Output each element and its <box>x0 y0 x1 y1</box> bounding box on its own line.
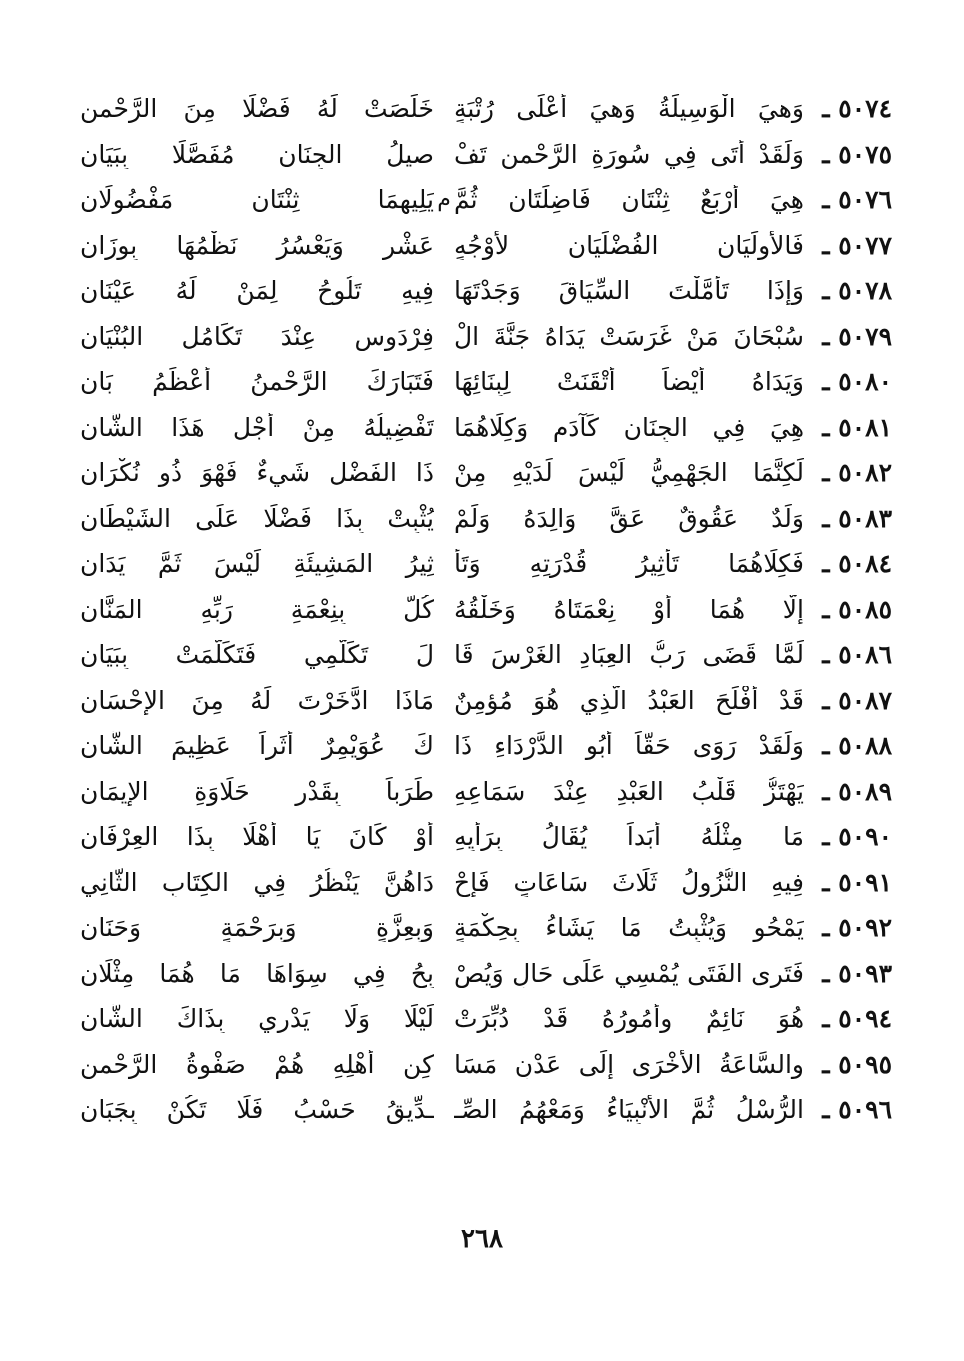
verse-number: ٥٠٨٨ ـ <box>822 731 892 761</box>
verse-first-hemistich: فِيهِ النُّزُولُ ثَلَاثَ سَاعَاتٍ فَإِحْ <box>454 867 804 897</box>
verse-second-hemistich: ذَا الفَضْلِ شَيءٌ فَهْوَ ذُو نُكْرَانِ <box>80 458 434 488</box>
verse-first-hemistich: وَهيَ الْوَسِيلَةُ وَهيَ أَعْلَى رُتْبَةٍ <box>454 94 804 124</box>
verse-number: ٥٠٨٢ ـ <box>822 458 892 488</box>
verse-second-hemistich: يُثْبِتْ بِذَا فَضْلًا عَلَى الشَيْطَانِ <box>80 503 434 533</box>
verse-second-hemistich: وَبِعِزَّةٍ وَبِرَحْمَةٍ وَحَنَانِ <box>80 913 434 943</box>
verse-second-hemistich: طَرَباً بِقَدْرِ حَلَاوَةِ الإِيمَانِ <box>80 776 434 806</box>
verse-number: ٥٠٧٧ ـ <box>822 230 892 260</box>
verse-first-hemistich: الرُّسْلُ ثُمَّ الأَنْبِيَاءُ وَمَعْهُمُ الصِّـ <box>454 1095 804 1125</box>
verse-list <box>80 86 892 1133</box>
verse-second-hemistich: لَيْلًا وَلَا يَدْرِي بِذَاكَ الشَّانِ <box>80 1004 434 1034</box>
verse-second-hemistich: أَوْ كَانَ يَا أَهْلًا بِذَا العِرْفَانِ <box>80 822 434 852</box>
verse-first-hemistich: هِيَ فِي الجِنَانِ كَآدَمٍ وَكِلَاهُمَا <box>454 412 804 442</box>
verse-first-hemistich: وَلَدٌ عَقُوقٌ عَقَّ وَالِدَهُ وَلَمْ <box>454 503 804 533</box>
verse-row <box>80 723 892 769</box>
verse-second-hemistich: عَشْرٍ وَيَعْسُرُ نَظْمُهَا بِوزَانِ <box>80 230 434 260</box>
verse-first-hemistich: لَمَّا قَضَى رَبُّ العِبَادِ الغَرْسَ قَا <box>454 640 804 670</box>
verse-number: ٥٠٨٧ ـ <box>822 685 892 715</box>
page-number: ٢٦٨ <box>461 1224 503 1254</box>
verse-second-hemistich: ثِيرُ المَشِيئَةِ لَيْسَ ثَمَّ يَدَانِ <box>80 549 434 579</box>
verse-row <box>80 450 892 496</box>
verse-second-hemistich: مَاذَا ادَّخَرْتَ لَهُ مِنَ الإِحْسَانِ <box>80 685 434 715</box>
verse-number: ٥٠٩٢ ـ <box>822 913 892 943</box>
verse-second-hemistich: يَلِيهِمَا ثِنْتَانِ مَفْضُولَانِ <box>80 185 434 215</box>
verse-number: ٥٠٩٣ ـ <box>822 958 892 988</box>
verse-number: ٥٠٩٤ ـ <box>822 1004 892 1034</box>
verse-second-hemistich: كَ عُوَيْمِرٌ أَثَراً عَظِيمَ الشَّانِ <box>80 731 434 761</box>
verse-first-hemistich: لَكِنَّمَا الجَهْمِيُّ لَيْسَ لَدَيْهِ مِنْ <box>454 458 804 488</box>
verse-first-hemistich: يَمْحُو وَيُثْبِتُ مَا يَشَاءُ بِحِكْمَةٍ <box>454 913 804 943</box>
verse-row <box>80 814 892 860</box>
verse-row <box>80 177 892 223</box>
verse-second-hemistich: صيلُ الجِنَانِ مُفَصَّلًا بِبَيَانِ <box>80 139 434 169</box>
verse-number: ٥٠٩١ ـ <box>822 867 892 897</box>
verse-number: ٥٠٩٥ ـ <box>822 1049 892 1079</box>
verse-first-hemistich: يَهْتَزُّ قَلْبُ العَبْدِ عِنْدَ سَمَاعِهِ <box>454 776 804 806</box>
verse-number: ٥٠٨٠ ـ <box>822 367 892 397</box>
verse-second-hemistich: دَاهُنَّ يَنْظُرُ فِي الكِتَابِ الثَّانِي <box>80 867 434 897</box>
verse-second-hemistich: بِحُ فِي سِوَاهَا مَا هُمَا مِثْلَانِ <box>80 958 434 988</box>
verse-number: ٥٠٩٠ ـ <box>822 822 892 852</box>
verse-first-hemistich: وَلَقَدْ أَتَى فِي سُورَةِ الرَّحْمنِ تَفْ <box>454 139 804 169</box>
verse-row <box>80 268 892 314</box>
verse-row <box>80 496 892 542</box>
verse-first-hemistich: وَإِذَا تَأَمَّلْتَ السِّيَاقَ وَجَدْتَهَا <box>454 276 804 306</box>
verse-number: ٥٠٧٥ ـ <box>822 139 892 169</box>
verse-first-hemistich: وَيَدَاهُ أَيْضاً أَتْقَنَتْ لِبِنَائِهَا <box>454 367 804 397</box>
verse-number: ٥٠٨٣ ـ <box>822 503 892 533</box>
verse-second-hemistich: فِيهِ تَلُوحُ لِمَنْ لَهُ عَيْنَانِ <box>80 276 434 306</box>
verse-second-hemistich: فِرْدَوسِ عِنْدَ تَكَامُلِ البُنْيَانِ <box>80 321 434 351</box>
verse-marker: م <box>437 187 451 213</box>
verse-second-hemistich: ـدِّيقُ حَسْبُ فَلَا تَكُنْ بِجَبَانِ <box>80 1095 434 1125</box>
verse-row <box>80 223 892 269</box>
verse-row <box>80 951 892 997</box>
verse-row <box>80 996 892 1042</box>
verse-first-hemistich: هُوَ نَائِمٌ وأُمُورُهُ قَدْ دُبِّرَتْ <box>454 1004 804 1034</box>
verse-number: ٥٠٨٦ ـ <box>822 640 892 670</box>
verse-number: ٥٠٨٤ ـ <box>822 549 892 579</box>
verse-number: ٥٠٧٩ ـ <box>822 321 892 351</box>
verse-second-hemistich: تَفْضِيلُهُ مِنْ أَجْلِ هَذَا الشَّانِ <box>80 412 434 442</box>
verse-first-hemistich: والسَّاعَةُ الأُخْرَى إِلَى عَدْنٍ مَسَا <box>454 1049 804 1079</box>
verse-row <box>80 359 892 405</box>
verse-row <box>80 1042 892 1088</box>
verse-second-hemistich: كُلٌّ بِنِعْمَةِ رَبِّهِ المَنَّانِ <box>80 594 434 624</box>
verse-second-hemistich: لَ تَكَلَّمِي فَتَكَلَّمَتْ بِبَيَانِ <box>80 640 434 670</box>
verse-first-hemistich: هِيَ أَرْبَعٌ ثِنْتَانِ فَاضِلَتَانِ ثُمَّ <box>454 185 804 215</box>
verse-first-hemistich: فَتَرى الفَتَى يُمْسِي عَلَى حَالٍ وَيُصْ <box>454 958 804 988</box>
verse-first-hemistich: قَدْ أَفْلَحَ العَبْدُ الَّذِي هُوَ مُؤمِنٌ <box>454 685 804 715</box>
verse-first-hemistich: سُبْحَانَ مَنْ غَرَسَتْ يَدَاهُ جَنَّةَ الْ <box>454 321 804 351</box>
verse-first-hemistich: إِلّا هُمَا أَوْ نِعْمَتَاهُ وَخَلْقُهُ <box>454 594 804 624</box>
verse-first-hemistich: مَا مِثْلُهُ أَبَداً يُقَالُ بِرَأْيِهِ <box>454 822 804 852</box>
verse-row <box>80 769 892 815</box>
verse-second-hemistich: فَتَبَارَكَ الرَّحْمنُ أَعْظَمُ بَانِ <box>80 367 434 397</box>
verse-first-hemistich: فَالأُولَيَانِ الفُضْلَيَانِ لأَوْجُهٍ <box>454 230 804 260</box>
verse-row <box>80 132 892 178</box>
verse-second-hemistich: كِنِ أَهْلِهِ هُمْ صَفْوةُ الرَّحْمنِ <box>80 1049 434 1079</box>
verse-first-hemistich: فَكِلَاهُمَا تَأْثِيرُ قُدْرَتِهِ وَتَأْ <box>454 549 804 579</box>
verse-row <box>80 632 892 678</box>
verse-row <box>80 860 892 906</box>
verse-number: ٥٠٧٦ ـ <box>822 185 892 215</box>
verse-row <box>80 541 892 587</box>
verse-row <box>80 405 892 451</box>
verse-row <box>80 314 892 360</box>
verse-number: ٥٠٨٥ ـ <box>822 594 892 624</box>
verse-row <box>80 1087 892 1133</box>
verse-number: ٥٠٨١ ـ <box>822 412 892 442</box>
verse-row <box>80 905 892 951</box>
verse-number: ٥٠٨٩ ـ <box>822 776 892 806</box>
verse-number: ٥٠٧٨ ـ <box>822 276 892 306</box>
verse-row <box>80 587 892 633</box>
verse-row <box>80 86 892 132</box>
verse-number: ٥٠٧٤ ـ <box>822 94 892 124</box>
verse-row <box>80 678 892 724</box>
verse-second-hemistich: خَلَصَتْ لَهُ فَضْلًا مِنَ الرَّحْمنِ <box>80 94 434 124</box>
verse-number: ٥٠٩٦ ـ <box>822 1095 892 1125</box>
verse-first-hemistich: وَلَقَدْ رَوَى حَقّاً أَبُو الدَّرْدَاءِ ذَا <box>454 731 804 761</box>
